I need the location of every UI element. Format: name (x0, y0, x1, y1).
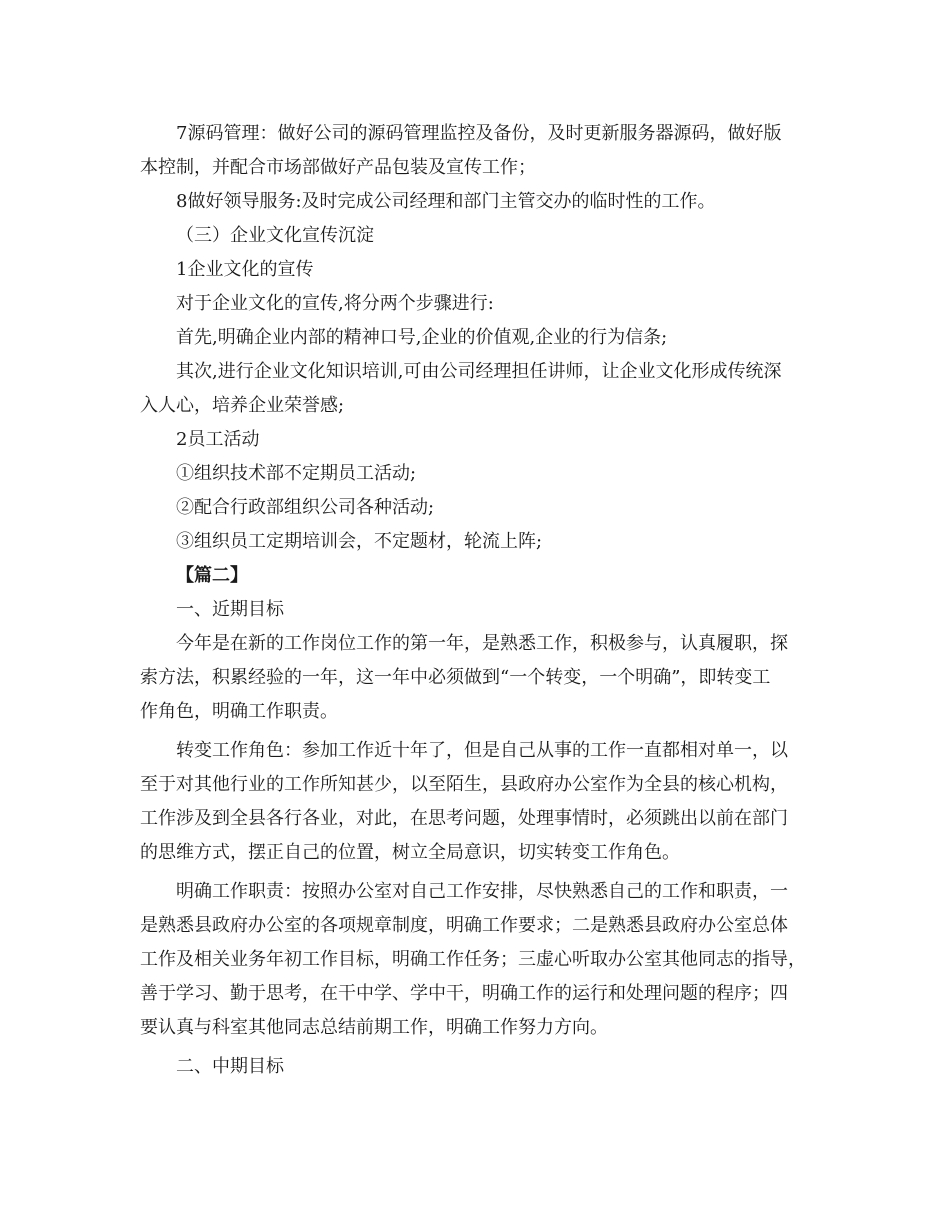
list-item: ①组织技术部不定期员工活动; (176, 463, 417, 484)
text-line: 今年是在新的工作岗位工作的第一年，是熟悉工作，积极参与，认真履职，探 (176, 633, 788, 654)
text-line: 索方法，积累经验的一年，这一年中必须做到“一个转变，一个明确”，即转变工 (140, 667, 771, 688)
text-line: 其次,进行企业文化知识培训,可由公司经理担任讲师，让企业文化形成传统深 (176, 361, 782, 382)
text-line: 工作及相关业务年初工作目标，明确工作任务；三虚心听取办公室其他同志的指导， (140, 949, 806, 970)
list-item: ③组织员工定期培训会，不定题材，轮流上阵; (176, 531, 543, 552)
text-line: 转变工作角色：参加工作近十年了，但是自己从事的工作一直都相对单一，以 (176, 740, 788, 761)
list-item: ②配合行政部组织公司各种活动; (176, 497, 435, 518)
section-heading: （三）企业文化宣传沉淀 (176, 225, 374, 246)
sub-heading: 2员工活动 (176, 429, 260, 450)
text-line: 工作涉及到全县各行各业，对此，在思考问题，处理事情时，必须跳出以前在部门 (140, 808, 788, 829)
text-line: 作角色，明确工作职责。 (140, 701, 338, 722)
sub-heading: 1企业文化的宣传 (176, 259, 314, 280)
text-line: 首先,明确企业内部的精神口号,企业的价值观,企业的行为信条; (176, 327, 668, 348)
text-line: 7源码管理：做好公司的源码管理监控及备份，及时更新服务器源码，做好版 (176, 123, 782, 144)
text-line: 对于企业文化的宣传,将分两个步骤进行: (176, 293, 494, 314)
section-heading: 二、中期目标 (176, 1056, 284, 1077)
text-line: 是熟悉县政府办公室的各项规章制度，明确工作要求；二是熟悉县政府办公室总体 (140, 915, 788, 936)
text-line: 要认真与科室其他同志总结前期工作，明确工作努力方向。 (140, 1017, 608, 1038)
text-line: 本控制，并配合市场部做好产品包装及宣传工作； (140, 157, 536, 178)
text-line: 明确工作职责：按照办公室对自己工作安排，尽快熟悉自己的工作和职责，一 (176, 881, 788, 902)
text-line: 入人心，培养企业荣誉感; (140, 395, 345, 416)
text-line: 善于学习、勤于思考，在干中学、学中干，明确工作的运行和处理问题的程序；四 (140, 983, 788, 1004)
part-heading: 【篇二】 (176, 565, 248, 586)
text-line: 8做好领导服务:及时完成公司经理和部门主管交办的临时性的工作。 (176, 191, 716, 212)
text-line: 的思维方式，摆正自己的位置，树立全局意识，切实转变工作角色。 (140, 842, 680, 863)
section-heading: 一、近期目标 (176, 599, 284, 620)
text-line: 至于对其他行业的工作所知甚少，以至陌生，县政府办公室作为全县的核心机构， (140, 774, 788, 795)
